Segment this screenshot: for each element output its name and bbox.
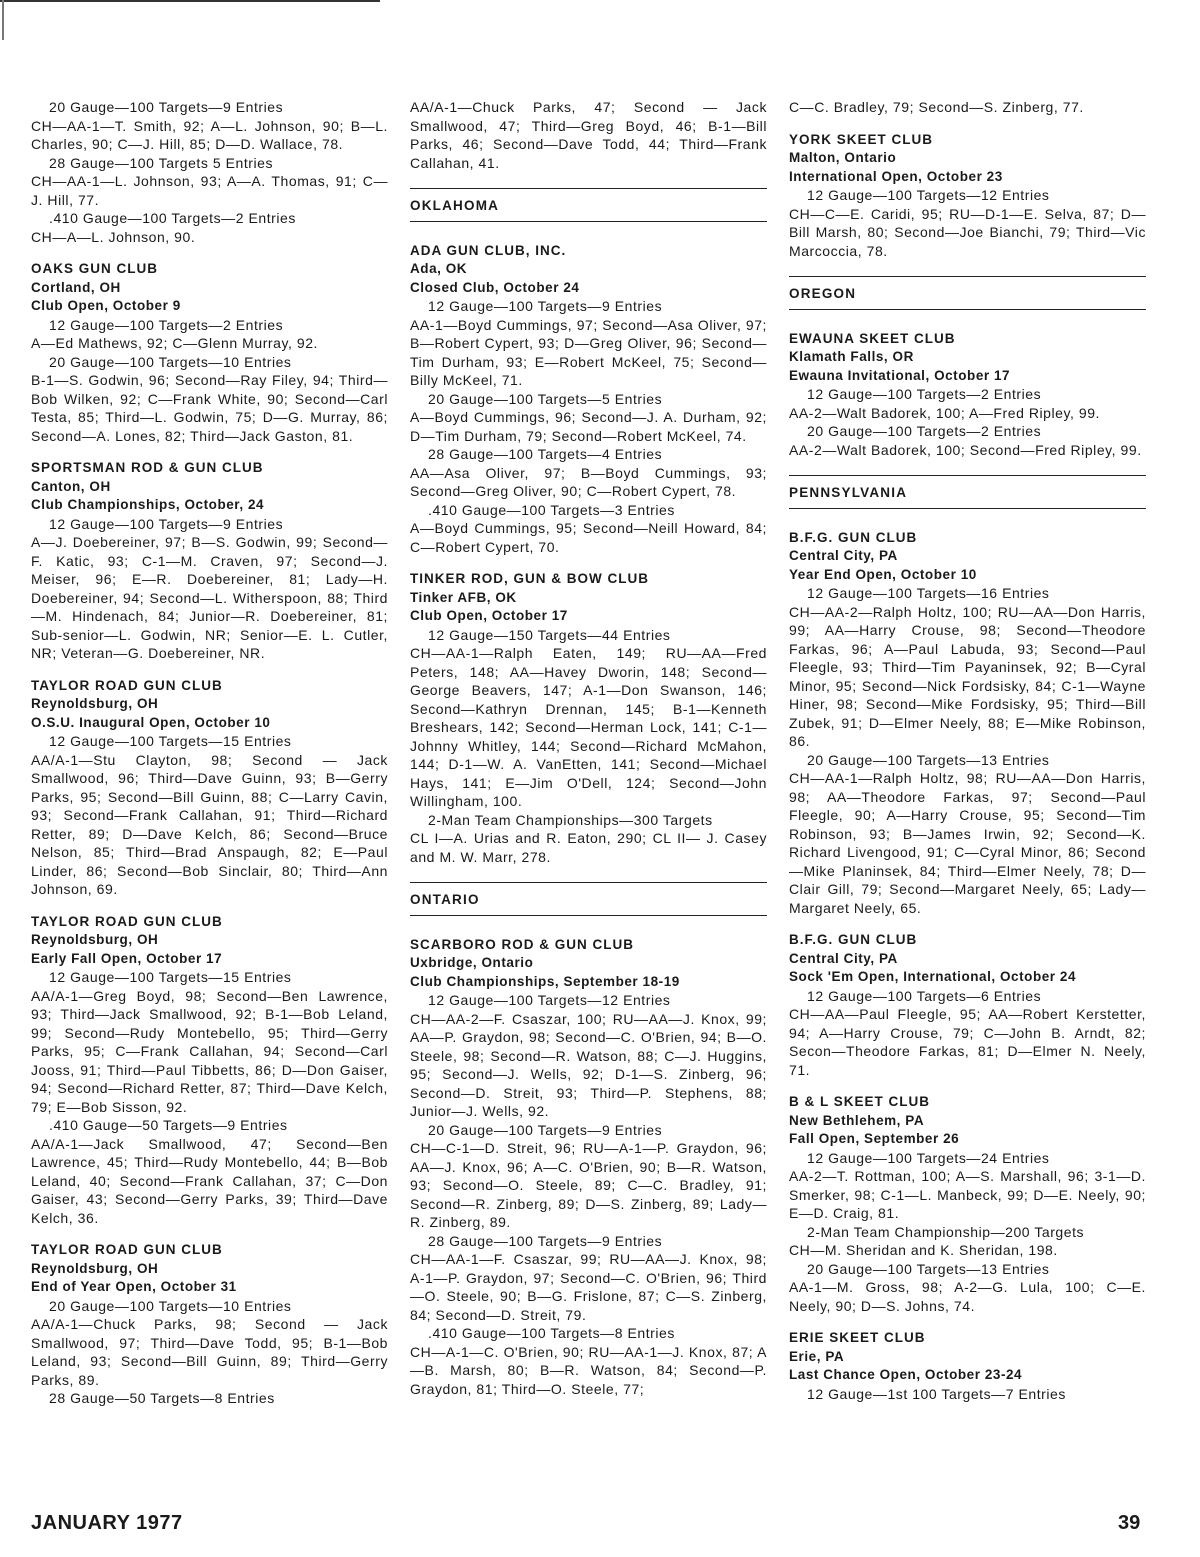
gauge-heading: .410 Gauge—50 Targets—9 Entries <box>49 1117 288 1133</box>
gauge-heading: 20 Gauge—100 Targets—5 Entries <box>428 390 663 407</box>
column-3 <box>789 98 1146 1403</box>
club-entry <box>31 459 388 663</box>
event-title: Club Open, October 17 <box>410 608 568 623</box>
club-name: TINKER ROD, GUN & BOW CLUB <box>410 571 649 586</box>
results-text: CH—AA-2—F. Csaszar, 100; RU—AA—J. Knox, 99; AA—P. Graydon, 98; Second—C. O'Brien, 94; B—O. Steele, 98; Second—R. Watson, 88; C—J. Huggins, 95; Second—J. Wells, 92; D-1—S. Zinberg, 96; Second—D. Streit, 93; Third—P. Stephens, 88; Junior—J. Wells, 92. <box>410 1010 767 1119</box>
results-text: CH—AA-1—L. Johnson, 93; A—A. Thomas, 91; C—J. Hill, 77. <box>31 173 388 208</box>
event-title: International Open, October 23 <box>789 168 1003 184</box>
results-text: CH—AA-1—T. Smith, 92; A—L. Johnson, 90; B—L. Charles, 90; C—J. Hill, 85; D—D. Wallace, 78. <box>31 117 388 152</box>
gauge-heading: 2-Man Team Championship—200 Targets <box>807 1223 1085 1240</box>
gauge-heading: 28 Gauge—100 Targets—4 Entries <box>428 446 663 462</box>
results-text: AA—Asa Oliver, 97; B—Boyd Cummings, 93; Second—Greg Oliver, 90; C—Robert Cypert, 78. <box>410 464 767 499</box>
event-title: Fall Open, September 26 <box>789 1131 960 1146</box>
gauge-heading: 20 Gauge—100 Targets—13 Entries <box>807 751 1050 768</box>
event-title: O.S.U. Inaugural Open, October 10 <box>31 714 271 730</box>
gauge-heading: 28 Gauge—50 Targets—8 Entries <box>49 1390 275 1406</box>
results-text: AA/A-1—Greg Boyd, 98; Second—Ben Lawrence, 93; Third—Jack Smallwood, 92; B-1—Bob Leland, 99; Second—Rudy Montebello, 95; Third—Gerry Parks, 95; C—Frank Callahan, 94; Second—Carl Jooss, 91; Third—Paul Tibbetts, 86; D—Don Gaiser, 94; Second—Richard Retter, 87; Third—Dave Kelch, 79; E—Bob Sisson, 92. <box>31 987 388 1115</box>
gauge-heading: 20 Gauge—100 Targets—9 Entries <box>49 99 284 115</box>
gauge-heading: 12 Gauge—1st 100 Targets—7 Entries <box>807 1385 1066 1402</box>
club-name: B.F.G. GUN CLUB <box>789 529 918 545</box>
gauge-heading: 12 Gauge—100 Targets—15 Entries <box>49 969 292 985</box>
results-text: CH—AA-1—Ralph Holtz, 98; RU—AA—Don Harris, 98; AA—Theodore Farkas, 97; Second—Paul Fleegle, 90; A—Harry Crouse, 95; Second—Tim Robinson, 93; B—James Irwin, 92; Second—K. Richard Livengood, 91; C—Cyral Minor, 86; Second—Mike Planinsek, 84; Third—Elmer Neely, 78; D—Clair Gill, 79; Second—Margaret Neely, 65; Lady—Margaret Neely, 65. <box>789 770 1146 916</box>
results-text: A—Boyd Cummings, 95; Second—Neill Howard, 84; C—Robert Cypert, 70. <box>410 520 767 555</box>
club-location: Cortland, OH <box>31 279 121 295</box>
club-location: Central City, PA <box>789 548 898 563</box>
club-location: Canton, OH <box>31 478 111 494</box>
club-name: B & L SKEET CLUB <box>789 1094 931 1109</box>
gauge-heading: 20 Gauge—100 Targets—10 Entries <box>49 353 292 370</box>
results-text: A—J. Doebereiner, 97; B—S. Godwin, 99; Second—F. Katic, 93; C-1—M. Craven, 97; Second—J. Meiser, 96; E—R. Doebereiner, 81; Lady—H. Doebereiner, 94; Second—L. Witherspoon, 88; Third—M. Hindenach, 84; Junior—R. Doebereiner, 81; Sub-senior—L. Godwin, NR; Senior—E. L. Cutler, NR; Veteran—G. Doebereiner, NR. <box>31 534 388 661</box>
club-entry <box>410 98 767 172</box>
club-name: EWAUNA SKEET CLUB <box>789 330 956 346</box>
club-entry <box>789 931 1146 1079</box>
club-name: TAYLOR ROAD GUN CLUB <box>31 677 223 693</box>
club-location: New Bethlehem, PA <box>789 1112 925 1128</box>
gauge-heading: 20 Gauge—100 Targets—13 Entries <box>807 1260 1050 1277</box>
club-entry <box>789 1329 1146 1403</box>
top-rule <box>0 0 380 2</box>
club-location: Tinker AFB, OK <box>410 589 517 605</box>
results-text: AA/A-1—Chuck Parks, 98; Second — Jack Smallwood, 97; Third—Dave Todd, 95; B-1—Bob Leland, 93; Second—Bill Guinn, 89; Third—Gerry Parks, 89. <box>31 1316 388 1388</box>
results-text: CH—M. Sheridan and K. Sheridan, 198. <box>789 1242 1058 1258</box>
results-text: CH—AA-1—Ralph Eaten, 149; RU—AA—Fred Peters, 148; AA—Havey Dworin, 148; Second—George Beavers, 147; A-1—Don Swanson, 146; Second—Kathryn Drennan, 145; B-1—Kenneth Breshears, 142; Second—Herman Lock, 141; C-1—Johnny Whitley, 144; Second—Richard McMahon, 144; D-1—W. A. VanEtten, 141; Second—Michael Hays, 141; E—Jim O'Dell, 124; Second—John Willingham, 100. <box>410 645 767 809</box>
gauge-heading: 20 Gauge—100 Targets—9 Entries <box>428 1121 663 1138</box>
event-title: Last Chance Open, October 23-24 <box>789 1367 1023 1382</box>
gauge-heading: 12 Gauge—100 Targets—15 Entries <box>49 733 292 749</box>
results-text: CH—C-1—D. Streit, 96; RU—A-1—P. Graydon, 96; AA—J. Knox, 96; A—C. O'Brien, 90; B—R. Watson, 93; Second—O. Steele, 89; C—C. Bradley, 91; Second—R. Zinberg, 89; D—S. Zinberg, 89; Lady—R. Zinberg, 89. <box>410 1140 767 1230</box>
results-text: CH—AA-1—F. Csaszar, 99; RU—AA—J. Knox, 98; A-1—P. Graydon, 97; Second—C. O'Brien, 96; Third—O. Steele, 90; B—G. Frislone, 87; C—S. Zinberg, 84; Second—D. Streit, 79. <box>410 1251 767 1323</box>
event-title: Club Open, October 9 <box>31 298 181 313</box>
club-entry <box>410 936 767 1399</box>
club-name: ERIE SKEET CLUB <box>789 1330 926 1345</box>
club-name: YORK SKEET CLUB <box>789 131 934 147</box>
club-entry <box>789 330 1146 460</box>
event-title: Sock 'Em Open, International, October 24 <box>789 969 1077 984</box>
club-name: SPORTSMAN ROD & GUN CLUB <box>31 460 264 475</box>
results-text: AA-1—Boyd Cummings, 97; Second—Asa Oliver, 97; B—Robert Cypert, 93; D—Greg Oliver, 96; Second—Tim Durham, 93; E—Robert McKeel, 75; Second—Billy McKeel, 71. <box>410 316 767 388</box>
results-text: CH—AA—Paul Fleegle, 95; AA—Robert Kerstetter, 94; A—Harry Crouse, 79; C—John B. Arndt, 82; Secon—Theodore Farkas, 81; D—Elmer N. Neely, 71. <box>789 1006 1146 1078</box>
gauge-heading: 28 Gauge—100 Targets—9 Entries <box>428 1232 663 1249</box>
club-entry <box>410 570 767 866</box>
event-title: Ewauna Invitational, October 17 <box>789 367 1011 383</box>
issue-date: JANUARY 1977 <box>31 1512 183 1534</box>
gauge-heading: 2-Man Team Championships—300 Targets <box>428 811 713 828</box>
gauge-heading: 12 Gauge—100 Targets—9 Entries <box>49 515 284 532</box>
results-text: CH—AA-2—Ralph Holtz, 100; RU—AA—Don Harris, 99; AA—Harry Crouse, 98; Second—Theodore Farkas, 96; A—Paul Labuda, 93; Second—Paul Fleegle, 93; Third—Tim Payaninsek, 92; B—Cyral Minor, 95; Second—Nick Fordsisky, 84; C-1—Wayne Hiner, 98; Second—Mike Fordsisky, 95; Third—Bill Zubek, 91; D—Elmer Neely, 88; E—Mike Robinson, 86. <box>789 603 1146 749</box>
gauge-heading: 20 Gauge—100 Targets—2 Entries <box>807 423 1042 439</box>
club-name: OAKS GUN CLUB <box>31 261 158 276</box>
page-number: 39 <box>1118 1512 1141 1534</box>
club-name: SCARBORO ROD & GUN CLUB <box>410 936 634 952</box>
state-heading: ONTARIO <box>410 882 767 916</box>
gauge-heading: 12 Gauge—150 Targets—44 Entries <box>428 626 671 643</box>
club-location: Reynoldsburg, OH <box>31 1260 159 1276</box>
results-text: CH—A-1—C. O'Brien, 90; RU—AA-1—J. Knox, 87; A—B. Marsh, 80; B—R. Watson, 84; Second—P. Graydon, 81; Third—O. Steele, 77; <box>410 1343 767 1397</box>
club-entry <box>31 677 388 899</box>
club-entry <box>410 242 767 557</box>
gauge-heading: 28 Gauge—100 Targets 5 Entries <box>49 154 274 171</box>
club-location: Central City, PA <box>789 950 898 966</box>
column-2 <box>410 98 767 1398</box>
club-name: ADA GUN CLUB, INC. <box>410 242 567 258</box>
club-location: Reynoldsburg, OH <box>31 932 159 947</box>
results-text: B-1—S. Godwin, 96; Second—Ray Filey, 94; Third—Bob Wilken, 92; C—Frank White, 90; Second—Carl Testa, 85; Third—L. Godwin, 75; D—G. Murray, 86; Second—A. Lones, 82; Third—Jack Gaston, 81. <box>31 372 388 444</box>
gauge-heading: 20 Gauge—100 Targets—10 Entries <box>49 1297 292 1314</box>
club-entry <box>31 913 388 1228</box>
club-entry <box>789 98 1146 117</box>
event-title: End of Year Open, October 31 <box>31 1279 237 1294</box>
gauge-heading: 12 Gauge—100 Targets—12 Entries <box>428 992 671 1008</box>
results-text: C—C. Bradley, 79; Second—S. Zinberg, 77. <box>789 99 1084 115</box>
state-heading: PENNSYLVANIA <box>789 475 1146 509</box>
state-heading: OREGON <box>789 276 1146 310</box>
event-title: Closed Club, October 24 <box>410 279 580 295</box>
results-text: CH—C—E. Caridi, 95; RU—D-1—E. Selva, 87; D—Bill Marsh, 80; Second—Joe Bianchi, 79; Third—Vic Marcoccia, 78. <box>789 205 1146 259</box>
event-title: Club Championships, September 18-19 <box>410 973 680 989</box>
results-text: AA-1—M. Gross, 98; A-2—G. Lula, 100; C—E. Neely, 90; D—S. Johns, 74. <box>789 1279 1146 1314</box>
event-title: Year End Open, October 10 <box>789 566 977 582</box>
event-title: Club Championships, October, 24 <box>31 497 265 512</box>
club-location: Uxbridge, Ontario <box>410 955 534 970</box>
state-heading: OKLAHOMA <box>410 188 767 222</box>
club-entry <box>789 529 1146 918</box>
gauge-heading: 12 Gauge—100 Targets—24 Entries <box>807 1149 1050 1166</box>
club-location: Klamath Falls, OR <box>789 349 914 364</box>
club-entry <box>31 1241 388 1408</box>
gauge-heading: 12 Gauge—100 Targets—16 Entries <box>807 585 1050 601</box>
results-text: AA/A-1—Stu Clayton, 98; Second — Jack Smallwood, 96; Third—Dave Guinn, 93; B—Gerry Parks, 95; Second—Bill Guinn, 88; C—Larry Cavin, 93; Second—Frank Callahan, 91; Third—Richard Retter, 89; D—Dave Kelch, 86; Second—Bruce Nelson, 85; Third—Brad Anspaugh, 82; E—Paul Linder, 86; Second—Bob Sinclair, 80; Third—Ann Johnson, 69. <box>31 751 388 897</box>
club-entry <box>31 260 388 445</box>
gauge-heading: .410 Gauge—100 Targets—2 Entries <box>49 210 296 226</box>
gauge-heading: .410 Gauge—100 Targets—8 Entries <box>428 1325 675 1341</box>
club-entry <box>31 98 388 246</box>
gauge-heading: 12 Gauge—100 Targets—6 Entries <box>807 987 1042 1004</box>
results-text: AA-2—T. Rottman, 100; A—S. Marshall, 96; 3-1—D. Smerker, 98; C-1—L. Manbeck, 99; D—E. Neely, 90; E—D. Craig, 81. <box>789 1168 1146 1221</box>
results-text: AA/A-1—Chuck Parks, 47; Second — Jack Smallwood, 47; Third—Greg Boyd, 46; B-1—Bill Parks, 46; Second—Dave Todd, 44; Third—Frank Callahan, 41. <box>410 99 767 171</box>
results-text: CH—A—L. Johnson, 90. <box>31 228 196 245</box>
results-text: AA/A-1—Jack Smallwood, 47; Second—Ben Lawrence, 45; Third—Rudy Montebello, 44; B—Bob Leland, 40; Second—Frank Callahan, 37; C—Don Gaiser, 43; Second—Gerry Parks, 39; Third—Dave Kelch, 36. <box>31 1135 388 1226</box>
club-location: Erie, PA <box>789 1348 845 1364</box>
column-1 <box>31 98 388 1408</box>
club-entry <box>789 131 1146 261</box>
results-text: A—Ed Mathews, 92; C—Glenn Murray, 92. <box>31 335 318 351</box>
results-text: CL I—A. Urias and R. Eaton, 290; CL II— J. Casey and M. W. Marr, 278. <box>410 830 767 865</box>
club-name: TAYLOR ROAD GUN CLUB <box>31 913 223 929</box>
club-location: Reynoldsburg, OH <box>31 696 159 711</box>
club-name: TAYLOR ROAD GUN CLUB <box>31 1242 223 1257</box>
gauge-heading: 12 Gauge—100 Targets—9 Entries <box>428 298 663 314</box>
results-text: AA-2—Walt Badorek, 100; Second—Fred Ripley, 99. <box>789 441 1142 458</box>
club-entry <box>789 1093 1146 1315</box>
results-text: AA-2—Walt Badorek, 100; A—Fred Ripley, 99. <box>789 404 1101 421</box>
gauge-heading: 12 Gauge—100 Targets—12 Entries <box>807 187 1050 203</box>
club-location: Malton, Ontario <box>789 150 897 165</box>
event-title: Early Fall Open, October 17 <box>31 950 223 966</box>
club-location: Ada, OK <box>410 261 468 276</box>
gauge-heading: 12 Gauge—100 Targets—2 Entries <box>49 316 284 333</box>
gauge-heading: .410 Gauge—100 Targets—3 Entries <box>428 501 675 518</box>
gauge-heading: 12 Gauge—100 Targets—2 Entries <box>807 386 1042 402</box>
club-name: B.F.G. GUN CLUB <box>789 932 918 947</box>
margin-mark <box>2 0 4 40</box>
results-text: A—Boyd Cummings, 96; Second—J. A. Durham, 92; D—Tim Durham, 79; Second—Robert McKeel, 74. <box>410 409 767 444</box>
